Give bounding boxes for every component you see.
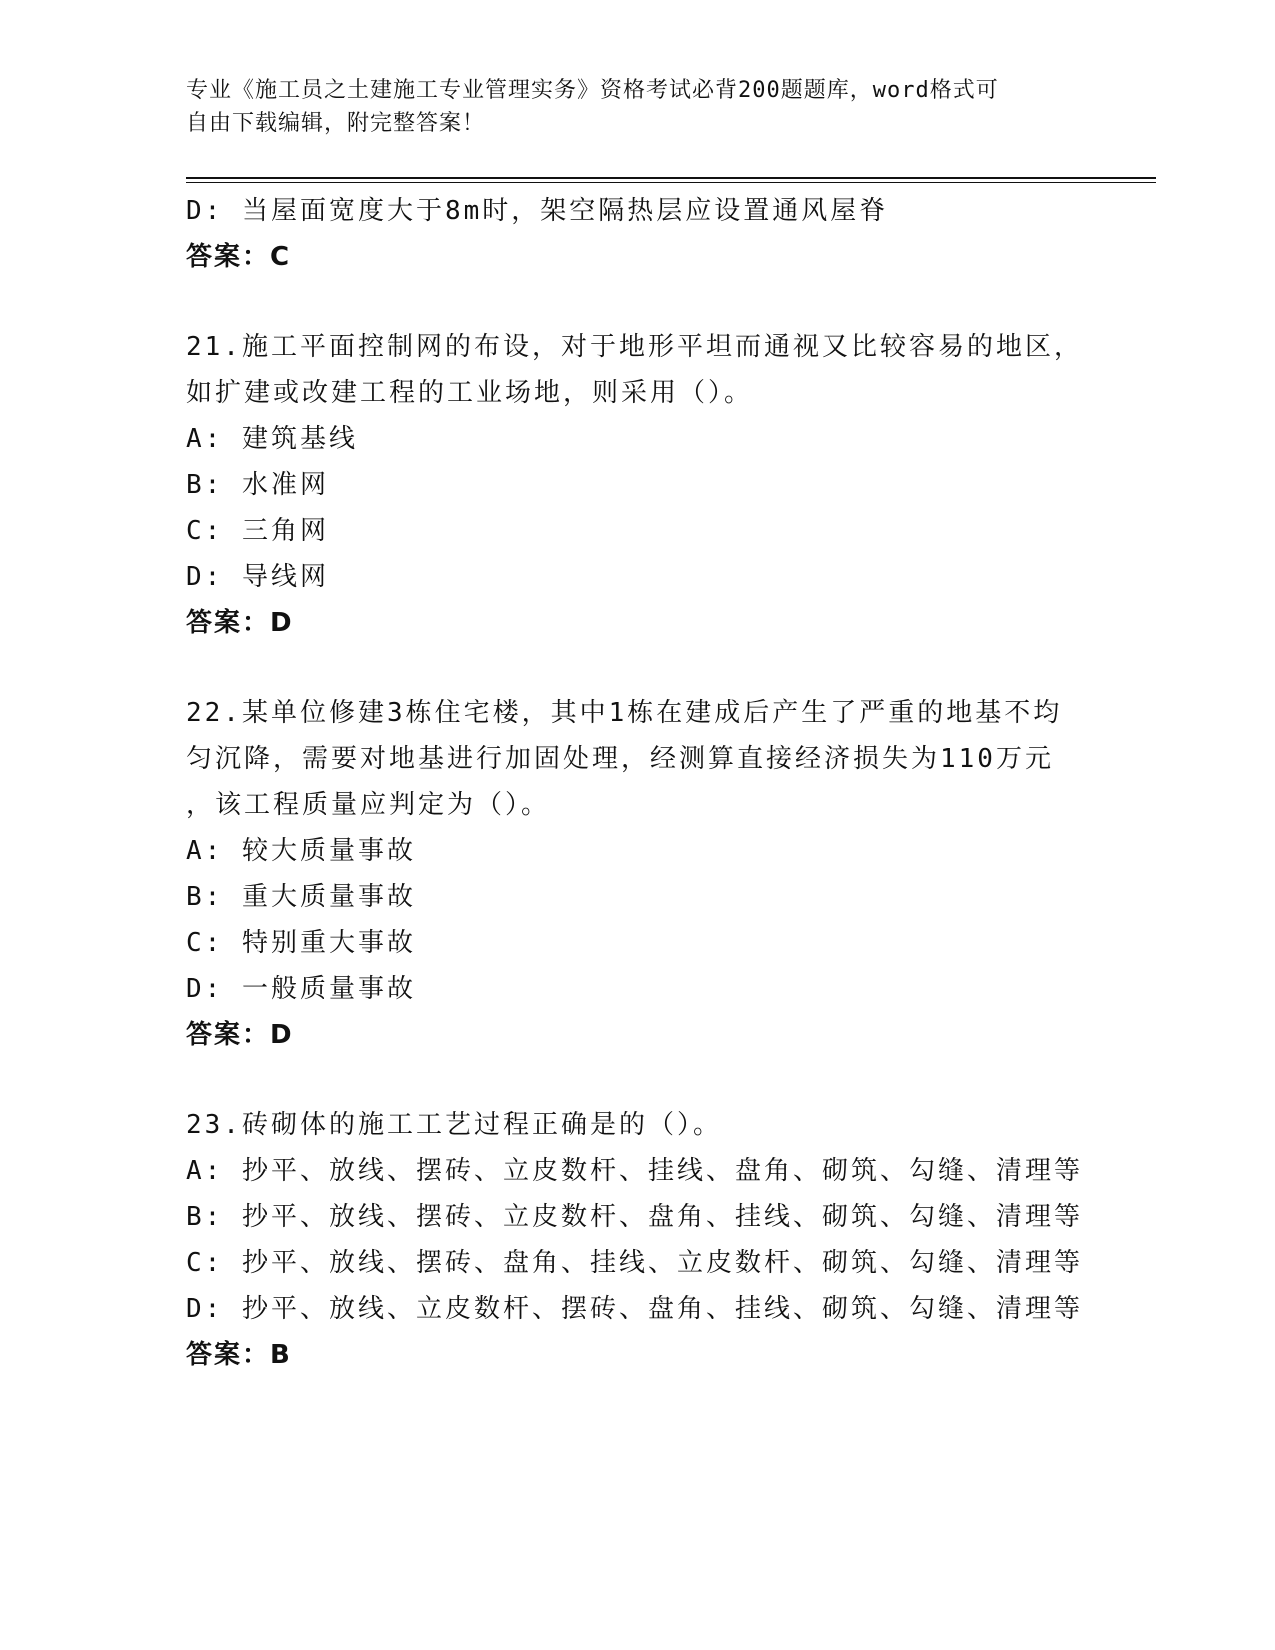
question-text: ，该工程质量应判定为（）。 (186, 790, 551, 820)
option-d: D: 导线网 (186, 562, 329, 592)
option-b: B: 水准网 (186, 470, 329, 500)
spacer (186, 280, 1116, 324)
option-a: A: 抄平、放线、摆砖、立皮数杆、挂线、盘角、砌筑、勾缝、清理等 (186, 1156, 1083, 1186)
option-d: D: 抄平、放线、立皮数杆、摆砖、盘角、挂线、砌筑、勾缝、清理等 (186, 1294, 1083, 1324)
document-header (186, 74, 1086, 140)
question-text: 21.施工平面控制网的布设，对于地形平坦而通视又比较容易的地区， (186, 332, 1083, 362)
header-line-2: 自由下载编辑，附完整答案！ (186, 111, 486, 136)
answer-label: 答案：C (186, 242, 292, 272)
option-c: C: 三角网 (186, 516, 329, 546)
spacer (186, 646, 1116, 690)
option-d: D: 当屋面宽度大于8m时，架空隔热层应设置通风屋脊 (186, 196, 889, 226)
question-block-22 (186, 690, 1116, 1058)
header-divider (186, 177, 1156, 179)
answer-label: 答案：B (186, 1340, 292, 1370)
option-a: A: 建筑基线 (186, 424, 358, 454)
question-text: 23.砖砌体的施工工艺过程正确是的（）。 (186, 1110, 722, 1140)
option-c: C: 特别重大事故 (186, 928, 416, 958)
question-block-23 (186, 1102, 1116, 1378)
header-divider-thin (186, 182, 1156, 183)
option-b: B: 重大质量事故 (186, 882, 416, 912)
spacer (186, 1058, 1116, 1102)
option-a: A: 较大质量事故 (186, 836, 416, 866)
header-line-1: 专业《施工员之土建施工专业管理实务》资格考试必背200题题库，word格式可 (186, 78, 999, 103)
question-block-21 (186, 324, 1116, 646)
option-c: C: 抄平、放线、摆砖、盘角、挂线、立皮数杆、砌筑、勾缝、清理等 (186, 1248, 1083, 1278)
question-text: 匀沉降，需要对地基进行加固处理，经测算直接经济损失为110万元 (186, 744, 1054, 774)
option-b: B: 抄平、放线、摆砖、立皮数杆、盘角、挂线、砌筑、勾缝、清理等 (186, 1202, 1083, 1232)
option-d: D: 一般质量事故 (186, 974, 416, 1004)
question-text: 如扩建或改建工程的工业场地，则采用（）。 (186, 378, 754, 408)
answer-label: 答案：D (186, 1020, 294, 1050)
question-text: 22.某单位修建3栋住宅楼，其中1栋在建成后产生了严重的地基不均 (186, 698, 1063, 728)
question-block-20 (186, 188, 1116, 280)
answer-label: 答案：D (186, 608, 294, 638)
question-list (186, 188, 1116, 1378)
